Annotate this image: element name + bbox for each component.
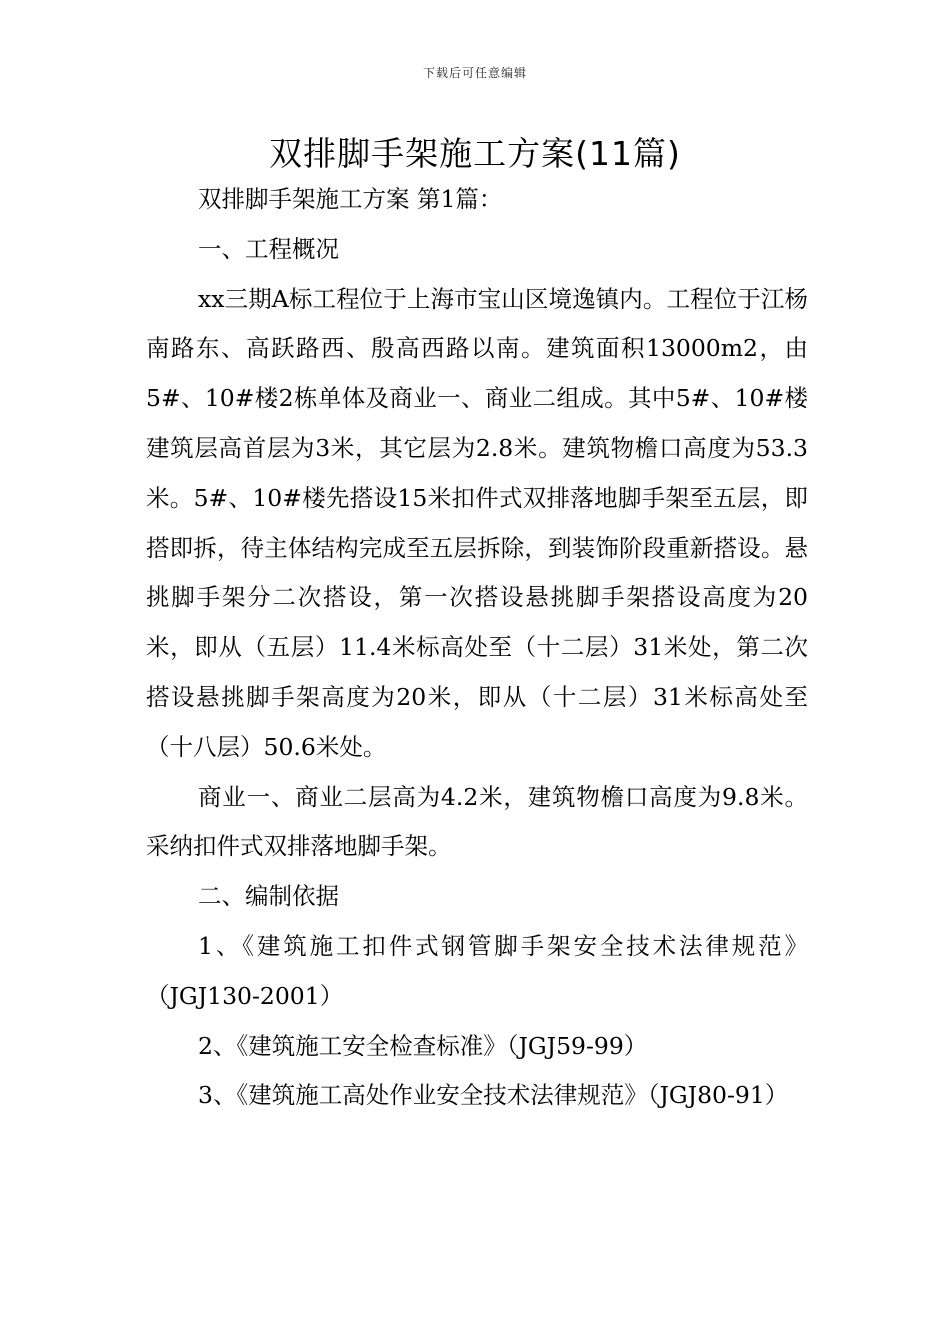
- basis-item: 3、《建筑施工高处作业安全技术法律规范》（JGJ80-91）: [198, 1081, 789, 1110]
- paragraph-commercial: 商业一、商业二层高为4.2米，建筑物檐口高度为9.8米。采纳扣件式双排落地脚手架。: [146, 782, 808, 861]
- basis-item: 1、《建筑施工扣件式钢管脚手架安全技术法律规范》（JGJ130-2001）: [146, 931, 808, 1010]
- section-heading-basis: 二、编制依据: [198, 882, 339, 911]
- basis-item: 2、《建筑施工安全检查标准》（JGJ59-99）: [198, 1031, 648, 1060]
- document-title: 双排脚手架施工方案(11篇): [269, 134, 681, 173]
- section-heading-overview: 一、工程概况: [198, 234, 339, 263]
- header-note: 下载后可任意编辑: [422, 66, 527, 80]
- paragraph-overview: xx三期A标工程位于上海市宝山区境逸镇内。工程位于江杨南路东、高跃路西、殷高西路以南。建筑面积13000m2，由5#、10#楼2栋单体及商业一、商业二组成。其中5#、10#楼建筑层高首层为3米，其它层为2.8米。建筑物檐口高度为53.3米。5#、10#楼先搭设15米扣件式双排落地脚手架至五层，即搭即拆，待主体结构完成至五层拆除，到装饰阶段重新搭设。悬挑脚手架分二次搭设，第一次搭设悬挑脚手架搭设高度为20米，即从（五层）11.4米标高处至（十二层）31米处，第二次搭设悬挑脚手架高度为20米，即从（十二层）31米标高处至（十八层）50.6米处。: [146, 284, 808, 761]
- subtitle: 双排脚手架施工方案 第1篇：: [198, 185, 503, 213]
- document-body: [146, 175, 808, 1121]
